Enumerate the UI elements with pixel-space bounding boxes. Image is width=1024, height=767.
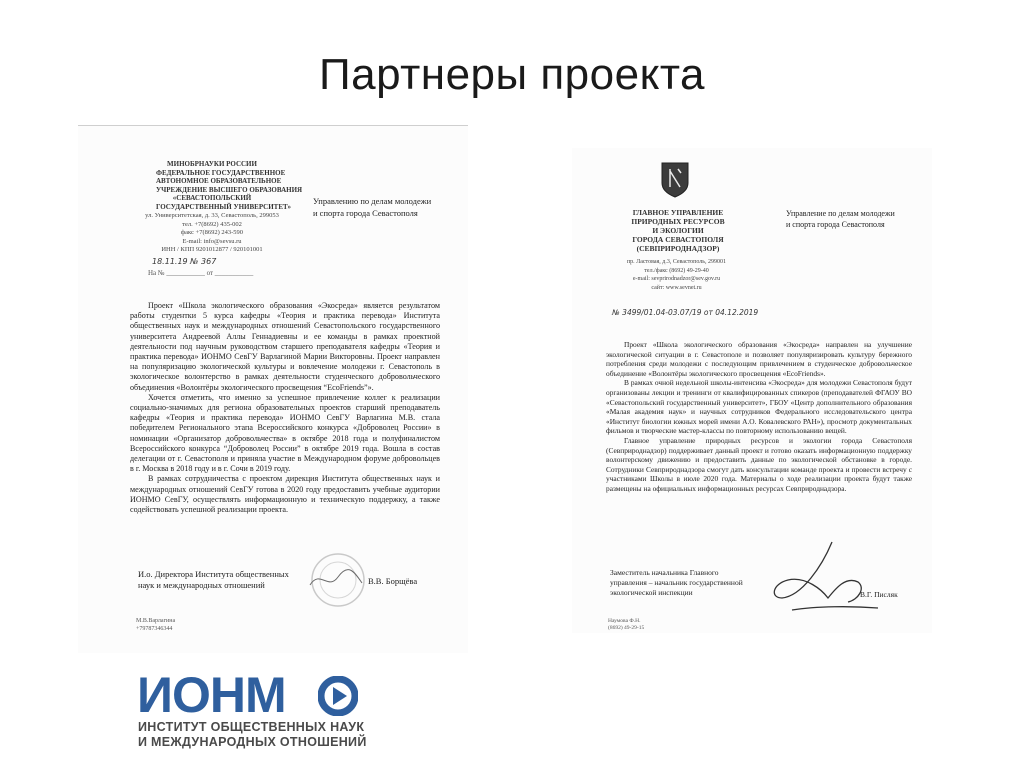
- header-line: ФЕДЕРАЛЬНОЕ ГОСУДАРСТВЕННОЕ: [156, 168, 286, 177]
- slide-title: Партнеры проекта: [319, 50, 705, 99]
- body-paragraph: Проект «Школа экологического образования «Экосреда» направлен на улучшение экологической ситуации в г. Севастополе и позволяет популяризировать культуру бережного потребления среди молодежи с последующим привлечением в студенческое добровольческое объединение «Волонтёры экологического просвещения «EcoFriends».: [606, 340, 912, 378]
- logo-subtitle: [138, 720, 367, 750]
- addressee-line: Управление по делам молодежи: [786, 209, 895, 218]
- letter-body: [606, 340, 912, 494]
- outgoing-ref-handwritten: № 3499/01.04-03.07/19 от 04.12.2019: [612, 308, 759, 317]
- executor-line: Наумова Ф.Н.: [608, 618, 641, 624]
- signatory-line: наук и международных отношений: [138, 580, 265, 590]
- contact-line: тел./факс (8692) 49-29-40: [644, 267, 709, 274]
- logo-subtitle-line: И МЕЖДУНАРОДНЫХ ОТНОШЕНИЙ: [138, 735, 367, 749]
- addressee-line: и спорта города Севастополя: [786, 220, 885, 229]
- sevastopol-coat-of-arms-icon: [660, 161, 690, 198]
- play-circle-icon: [318, 676, 358, 716]
- ionmo-logo: [137, 667, 377, 750]
- body-paragraph: В рамках очной недельной школы-интенсива «Экосреда» для молодежи Севастополя будут организованы лекции и тренинги от квалифицированных спикеров (преподавателей ФГАОУ ВО «Севастопольский государственный университет», ГБОУ «Центр дополнительного образования «Малая академия наук» и научных сотрудников Федерального исследовательского центра «Институт биологии южных морей имени А.О. Ковалевского РАН»), просмотр документальных фильмов и творческие мастер-классы по повторному использованию вещей.: [606, 378, 912, 436]
- scan-edge-rule: [78, 125, 468, 126]
- signer-name: В.В. Борщёва: [368, 576, 418, 586]
- body-paragraph: В рамках сотрудничества с проектом дирекция Института общественных наук и международных отношений СевГУ готова в 2020 году предоставить учебные аудитории ИОНМО СевГУ, осуществлять информационную и техническую поддержку, а также содействовать успешной реализации проекта.: [130, 474, 440, 515]
- letter-contacts: [614, 258, 739, 292]
- header-line: (СЕВПРИРОДНАДЗОР): [636, 244, 720, 253]
- addressee-line: и спорта города Севастополя: [313, 208, 418, 218]
- header-line: ПРИРОДНЫХ РЕСУРСОВ: [631, 217, 725, 226]
- letter-body: [130, 301, 440, 515]
- ref-line: На № ___________ от ___________: [148, 269, 254, 277]
- signatory-line: Заместитель начальника Главного: [610, 568, 719, 577]
- signature-mark-icon: [762, 536, 882, 616]
- header-line: УЧРЕЖДЕНИЕ ВЫСШЕГО ОБРАЗОВАНИЯ: [156, 185, 303, 194]
- signature-mark-icon: [306, 565, 366, 595]
- signatory-title: [138, 569, 289, 591]
- addressee-block: [313, 195, 431, 219]
- addressee-line: Управлению по делам молодежи: [313, 196, 432, 206]
- contact-line: тел. +7(8692) 435-002: [182, 220, 242, 228]
- header-line: МИНОБРНАУКИ РОССИИ: [167, 160, 257, 168]
- contact-line: e-mail: sevprirodnadzor@sev.gov.ru: [632, 276, 721, 282]
- signatory-line: экологической инспекции: [610, 588, 693, 597]
- outgoing-ref-handwritten: 18.11.19 № 367: [152, 257, 217, 266]
- contact-line: ул. Университетская, д. 33, Севастополь, 299053: [145, 212, 279, 219]
- contact-line: E-mail: info@sevsu.ru: [182, 237, 242, 245]
- body-paragraph: Главное управление природных ресурсов и экологии города Севастополя (Севприроднадзор) поддерживает данный проект и готово оказать информационную поддержку волонтерскому движению и предоставить данные по экологической обстановке в городе. Сотрудники Севприроднадзора смогут дать консультации команде проекта и провести встречу с участниками Школы в июле 2020 года. Материалы о ходе реализации проекта будут также размещены на официальных информационных ресурсах Севприроднадзора.: [606, 435, 912, 493]
- contact-line: ИНН / КПП 9201012877 / 920101001: [161, 246, 263, 253]
- executor-line: М.В.Варлагина: [136, 618, 176, 624]
- body-paragraph: Хочется отметить, что именно за успешное привлечение коллег к реализации социально-значимых для региона образовательных проектов старший преподаватель кафедры «Теория и практика перевода» ИОНМО СевГУ Варлагина М.В. стала победителем Регионального этапа Всероссийского конкурса «Доброволец России» в номинации «Организатор добровольчества» в октябре 2018 года и полуфиналистом Всероссийского конкурса “Доброволец России” в октябре 2019 года. Вошла в состав делегации от г. Севастополя и приняла участие в Международном форуме добровольцев в г. Москва в 2018 году и в г. Сочи в 2019 году.: [130, 392, 440, 474]
- signatory-title: [610, 568, 743, 598]
- addressee-block: [786, 208, 895, 230]
- body-paragraph: Проект «Школа экологического образования «Экосреда» является результатом работы студентки 5 курса кафедры «Теория и практика перевода» Института общественных наук и международных отношений Севастопольского государственного университета Андреевой Аллы Геннадиевны и ее команды в рамках проектной деятельности под научным руководством старшего преподавателя кафедры «Теория и практика перевода» ИОНМО СевГУ Варлагиной Марии Викторовны. Проект направлен на популяризацию экологической культуры и вовлечение молодежи г. Севастополь в экологическое волонтерство в рамках деятельности студенческого добровольческого объединения «Волонтёры экологического просвещения “EcoFriends”».: [130, 301, 440, 392]
- executor-info: [608, 618, 644, 632]
- header-line: ГОРОДА СЕВАСТОПОЛЯ: [632, 235, 724, 244]
- contact-line: пр. Ластовая, д.3, Севастополь, 299001: [626, 259, 727, 265]
- executor-line: (8692) 49-29-15: [608, 625, 645, 631]
- sevprirodnadzor-letter-scan: [572, 148, 932, 633]
- letter-contacts: [142, 212, 282, 255]
- contact-line: факс +7(8692) 243-590: [180, 229, 244, 236]
- header-line: И ЭКОЛОГИИ: [652, 226, 704, 235]
- executor-line: +79787346344: [136, 626, 173, 632]
- header-line: ГОСУДАРСТВЕННЫЙ УНИВЕРСИТЕТ»: [156, 202, 292, 211]
- header-line: АВТОНОМНОЕ ОБРАЗОВАТЕЛЬНОЕ: [156, 177, 282, 185]
- letter-header-sevsu: [156, 160, 303, 211]
- header-line: ГЛАВНОЕ УПРАВЛЕНИЕ: [632, 208, 724, 217]
- logo-wordmark: ИОНМ: [137, 667, 286, 723]
- signatory-line: управления – начальник государственной: [610, 578, 743, 587]
- letter-header-sevprirodnadzor: [618, 208, 738, 253]
- signatory-line: И.о. Директора Института общественных: [138, 569, 289, 579]
- header-line: «СЕВАСТОПОЛЬСКИЙ: [172, 194, 252, 202]
- logo-subtitle-line: ИНСТИТУТ ОБЩЕСТВЕННЫХ НАУК: [138, 720, 365, 734]
- signer-name: В.Г. Писляк: [860, 590, 898, 599]
- executor-info: [136, 617, 175, 633]
- sevsu-letter-scan: [78, 125, 468, 653]
- contact-line: сайт: www.sevnet.ru: [651, 284, 702, 291]
